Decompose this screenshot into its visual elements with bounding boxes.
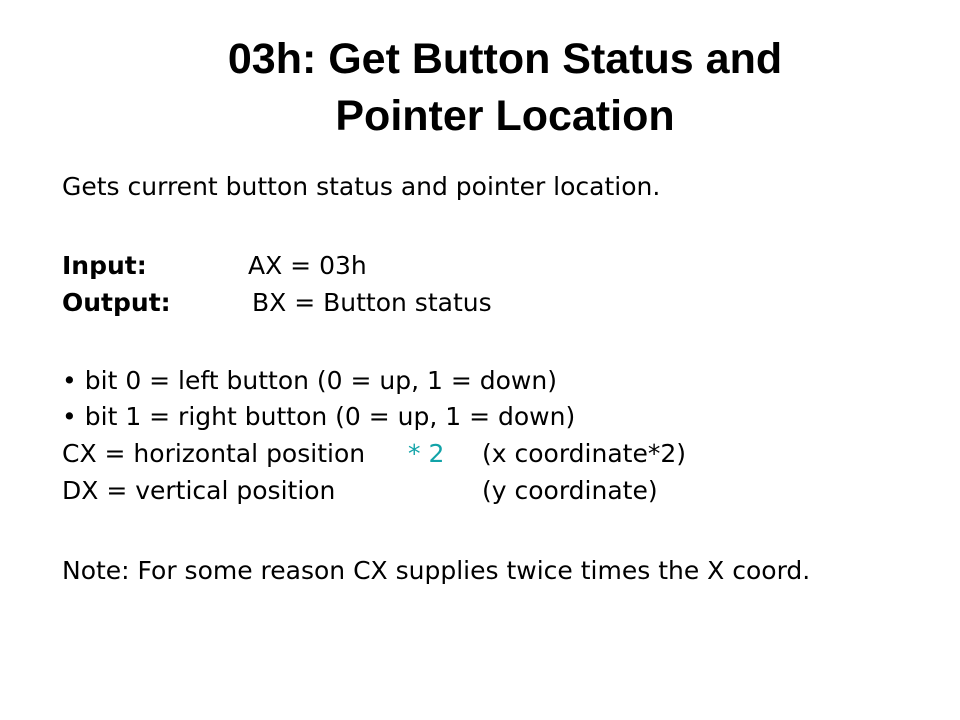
bullet-glyph: • xyxy=(62,402,77,431)
bullet-glyph: • xyxy=(62,366,77,395)
output-value: BX = Button status xyxy=(252,288,492,317)
slide-title-line-1: 03h: Get Button Status and xyxy=(227,35,783,83)
intro-text: Gets current button status and pointer location. xyxy=(62,172,661,201)
cx-row xyxy=(62,439,686,468)
output-row xyxy=(62,288,492,317)
dx-row xyxy=(62,476,658,505)
slide-title-line-2: Pointer Location xyxy=(335,92,675,140)
bullet-item-bit-0 xyxy=(62,368,557,393)
output-label: Output: xyxy=(62,288,171,317)
input-row xyxy=(62,251,367,280)
cx-description: CX = horizontal position xyxy=(62,439,366,468)
note-text: Note: For some reason CX supplies twice times the X coord. xyxy=(62,556,811,585)
dx-comment: (y coordinate) xyxy=(482,476,658,505)
dx-description: DX = vertical position xyxy=(62,476,336,505)
cx-multiplier-highlight: * 2 xyxy=(408,439,445,468)
bullet-text: bit 1 = right button (0 = up, 1 = down) xyxy=(84,402,576,431)
cx-comment: (x coordinate*2) xyxy=(482,439,686,468)
input-label: Input: xyxy=(62,251,147,280)
bullet-text: bit 0 = left button (0 = up, 1 = down) xyxy=(84,366,557,395)
bullet-item-bit-1 xyxy=(62,404,575,429)
input-value: AX = 03h xyxy=(248,251,367,280)
